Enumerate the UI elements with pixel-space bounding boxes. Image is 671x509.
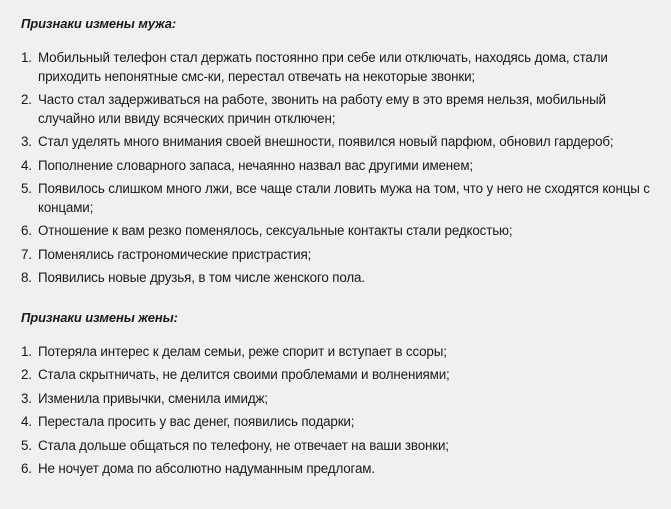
list-item-text: Пополнение словарного запаса, нечаянно назвал вас другими именем; [38, 157, 473, 173]
list-item [21, 269, 661, 288]
list-item-number: 2. [21, 92, 32, 107]
list-item [21, 49, 661, 86]
list-item-text: Мобильный телефон стал держать постоянно при себе или отключать, находясь дома, стали приходить непонятные смс-ки, перестал отвечать на некоторые звонки; [38, 50, 608, 84]
list-item-number: 2. [21, 367, 32, 382]
list-item-number: 5. [21, 181, 32, 196]
list-item [21, 343, 661, 362]
list-item-number: 4. [21, 414, 32, 429]
list-item [21, 366, 661, 385]
list-item-number: 6. [21, 461, 32, 476]
list-item-text: Потеряла интерес к делам семьи, реже спорит и вступает в ссоры; [38, 343, 447, 359]
wife-signs-list [21, 343, 661, 479]
list-item-text: Стал уделять много внимания своей внешности, появился новый парфюм, обновил гардероб; [38, 134, 614, 149]
list-item-number: 4. [21, 157, 32, 173]
list-item [21, 246, 661, 265]
husband-signs-list [21, 49, 661, 288]
list-item [21, 460, 661, 479]
wife-section-title: Признаки измены жены: [21, 309, 178, 325]
list-item-text: Появились новые друзья, в том числе женского пола. [38, 270, 365, 285]
list-item-text: Поменялись гастрономические пристрастия; [38, 246, 312, 262]
list-item-text: Отношение к вам резко поменялось, сексуальные контакты стали редкостью; [38, 223, 513, 238]
list-item-number: 1. [21, 343, 32, 359]
list-item-number: 1. [21, 50, 32, 65]
list-item-text: Стала дольше общаться по телефону, не отвечает на ваши звонки; [38, 437, 449, 453]
list-item [21, 133, 661, 152]
list-item-number: 6. [21, 223, 32, 238]
list-item-text: Часто стал задерживаться на работе, звонить на работу ему в это время нельзя, мобильный случайно или ввиду всяческих причин отключен; [38, 92, 606, 126]
list-item [21, 390, 661, 409]
list-item [21, 91, 661, 128]
list-item-number: 3. [21, 390, 32, 406]
list-item [21, 413, 661, 432]
list-item [21, 157, 661, 176]
list-item-text: Стала скрытничать, не делится своими проблемами и волнениями; [38, 367, 450, 382]
list-item-number: 8. [21, 270, 32, 285]
list-item-text: Появилось слишком много лжи, все чаще стали ловить мужа на том, что у него не сходятся концы с концами; [38, 181, 650, 215]
list-item-number: 3. [21, 134, 32, 149]
husband-section-title: Признаки измены мужа: [21, 16, 177, 31]
list-item-text: Изменила привычки, сменила имидж; [38, 390, 268, 406]
list-item-number: 5. [21, 437, 32, 453]
list-item-text: Перестала просить у вас денег, появились подарки; [38, 414, 355, 429]
list-item-number: 7. [21, 246, 32, 262]
list-item [21, 222, 661, 241]
list-item [21, 437, 661, 456]
list-item-text: Не ночует дома по абсолютно надуманным предлогам. [38, 461, 375, 476]
list-item [21, 180, 661, 217]
